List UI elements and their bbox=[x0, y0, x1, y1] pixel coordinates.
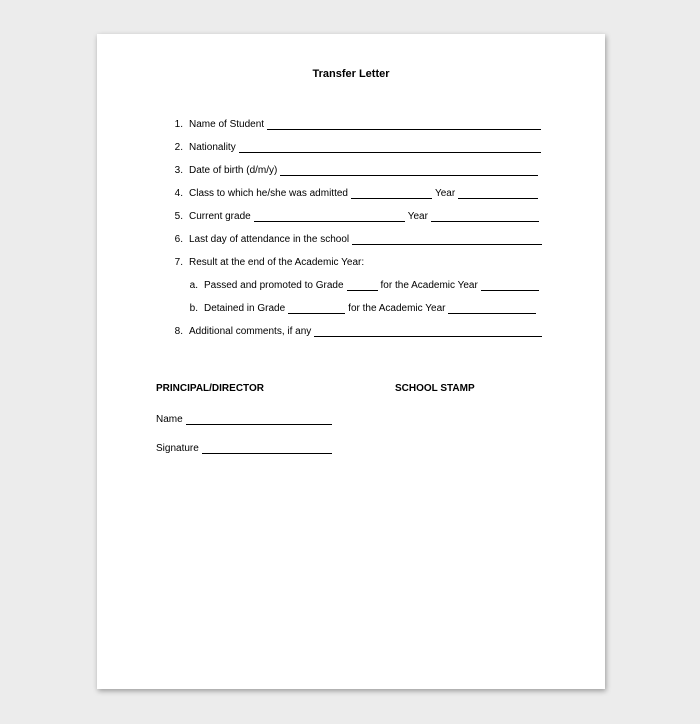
name-of-student-field[interactable] bbox=[267, 119, 541, 130]
item-label-academic-year: for the Academic Year bbox=[348, 303, 446, 314]
principal-signature-row bbox=[156, 442, 335, 455]
form-item-nationality bbox=[167, 141, 544, 154]
item-number: 7. bbox=[174, 257, 183, 268]
form-item-last-attendance bbox=[167, 233, 545, 246]
item-label: Date of birth (d/m/y) bbox=[189, 165, 278, 176]
item-label-year: Year bbox=[407, 211, 428, 222]
principal-name-label: Name bbox=[156, 414, 183, 425]
principal-heading: PRINCIPAL/DIRECTOR bbox=[156, 383, 264, 394]
promoted-grade-field[interactable] bbox=[347, 280, 378, 291]
form-item-date-of-birth bbox=[167, 164, 541, 177]
item-label: Detained in Grade bbox=[204, 303, 286, 314]
item-number: 6. bbox=[174, 234, 183, 245]
item-label: Class to which he/she was admitted bbox=[189, 188, 348, 199]
item-label: Result at the end of the Academic Year: bbox=[189, 257, 365, 268]
principal-signature-label: Signature bbox=[156, 443, 199, 454]
item-number: 1. bbox=[174, 119, 183, 130]
form-item-result bbox=[167, 256, 364, 269]
item-label: Name of Student bbox=[189, 119, 265, 130]
form-item-class-admitted bbox=[167, 187, 541, 200]
current-year-field[interactable] bbox=[431, 211, 539, 222]
document-page bbox=[97, 34, 605, 689]
nationality-field[interactable] bbox=[239, 142, 541, 153]
date-of-birth-field[interactable] bbox=[280, 165, 538, 176]
current-grade-field[interactable] bbox=[254, 211, 405, 222]
item-number: 2. bbox=[174, 142, 183, 153]
detained-grade-field[interactable] bbox=[288, 303, 345, 314]
detained-academic-year-field[interactable] bbox=[448, 303, 536, 314]
admitted-year-field[interactable] bbox=[458, 188, 538, 199]
document-title: Transfer Letter bbox=[312, 68, 390, 80]
school-stamp-heading: SCHOOL STAMP bbox=[395, 383, 475, 394]
additional-comments-field[interactable] bbox=[314, 326, 542, 337]
principal-signature-field[interactable] bbox=[202, 443, 332, 454]
item-number: 5. bbox=[174, 211, 183, 222]
item-label: Nationality bbox=[189, 142, 236, 153]
item-number: 4. bbox=[174, 188, 183, 199]
item-label: Current grade bbox=[189, 211, 251, 222]
item-letter: b. bbox=[189, 303, 198, 314]
item-letter: a. bbox=[189, 280, 198, 291]
item-number: 8. bbox=[174, 326, 183, 337]
item-label: Additional comments, if any bbox=[189, 326, 312, 337]
item-label: Passed and promoted to Grade bbox=[204, 280, 344, 291]
item-label-academic-year: for the Academic Year bbox=[380, 280, 478, 291]
item-label: Last day of attendance in the school bbox=[189, 234, 350, 245]
item-number: 3. bbox=[174, 165, 183, 176]
form-item-current-grade bbox=[167, 210, 542, 223]
form-item-name-of-student bbox=[167, 118, 544, 131]
principal-name-field[interactable] bbox=[186, 414, 332, 425]
last-attendance-field[interactable] bbox=[352, 234, 542, 245]
class-admitted-field[interactable] bbox=[351, 188, 432, 199]
form-item-passed-promoted bbox=[182, 279, 542, 292]
form-item-detained bbox=[182, 302, 539, 315]
item-label-year: Year bbox=[434, 188, 456, 199]
principal-name-row bbox=[156, 413, 335, 426]
promoted-academic-year-field[interactable] bbox=[481, 280, 539, 291]
form-item-additional-comments bbox=[167, 325, 545, 338]
